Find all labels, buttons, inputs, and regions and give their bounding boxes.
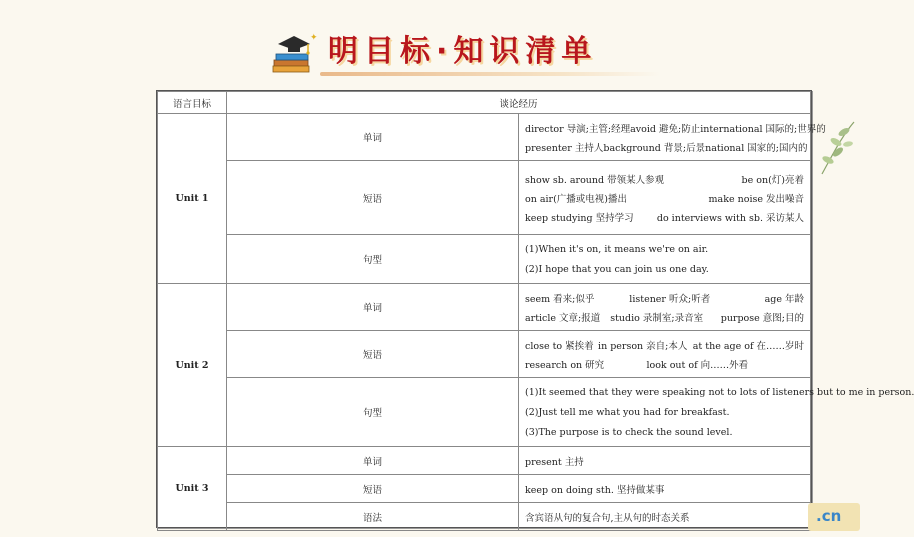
site-logo: .cn <box>808 503 860 531</box>
sentence-cell: (1)When it's on, it means we're on air. (2)I hope that you can join us one day. <box>519 235 811 284</box>
category-label: 单词 <box>227 284 519 331</box>
unit-label: Unit 1 <box>158 114 227 284</box>
category-label: 单词 <box>227 447 519 475</box>
category-label: 句型 <box>227 235 519 284</box>
sentence-cell: (1)It seemed that they were speaking not to lots of listeners but to me in person. (2)Just tell me what you had for breakfast. (3)The purpose is to check the sound level. <box>519 378 811 447</box>
graduation-cap-books-icon <box>270 30 318 74</box>
category-label: 短语 <box>227 331 519 378</box>
svg-text:✦: ✦ <box>310 33 318 43</box>
unit-label: Unit 3 <box>158 447 227 531</box>
category-label: 短语 <box>227 161 519 235</box>
vocab-cell: present 主持 <box>519 447 811 475</box>
category-label: 句型 <box>227 378 519 447</box>
unit-label: Unit 2 <box>158 284 227 447</box>
phrase-cell: close to 紧挨着 in person 亲自;本人 at the age of 在……岁时 research on 研究 look out of 向……外看 <box>519 331 811 378</box>
vocab-cell: seem 看来;似乎 listener 听众;听者 age 年龄 article 文章;报道 studio 录制室;录音室 purpose 意图;目的 <box>519 284 811 331</box>
category-label: 短语 <box>227 475 519 503</box>
title-underline <box>320 72 660 76</box>
page-title: 明目标·知识清单 <box>328 34 598 69</box>
header-topic: 谈论经历 <box>227 92 811 114</box>
phrase-cell: keep on doing sth. 坚持做某事 <box>519 475 811 503</box>
header-language-goal: 语言目标 <box>158 92 227 114</box>
grammar-cell: 含宾语从句的复合句,主从句的时态关系 <box>519 503 811 531</box>
vocab-cell: director 导演;主管;经理 avoid 避免;防止 international 国际的;世界的 presenter 主持人 background 背景;后景 national 国家的;国内的 <box>519 114 811 161</box>
section-title-bar <box>270 24 670 80</box>
category-label: 语法 <box>227 503 519 531</box>
phrase-cell: show sb. around 带领某人参观 be on(灯)亮着 on air(广播或电视)播出 make noise 发出噪音 keep studying 坚持学习 do interviews with sb. 采访某人 <box>519 161 811 235</box>
category-label: 单词 <box>227 114 519 161</box>
